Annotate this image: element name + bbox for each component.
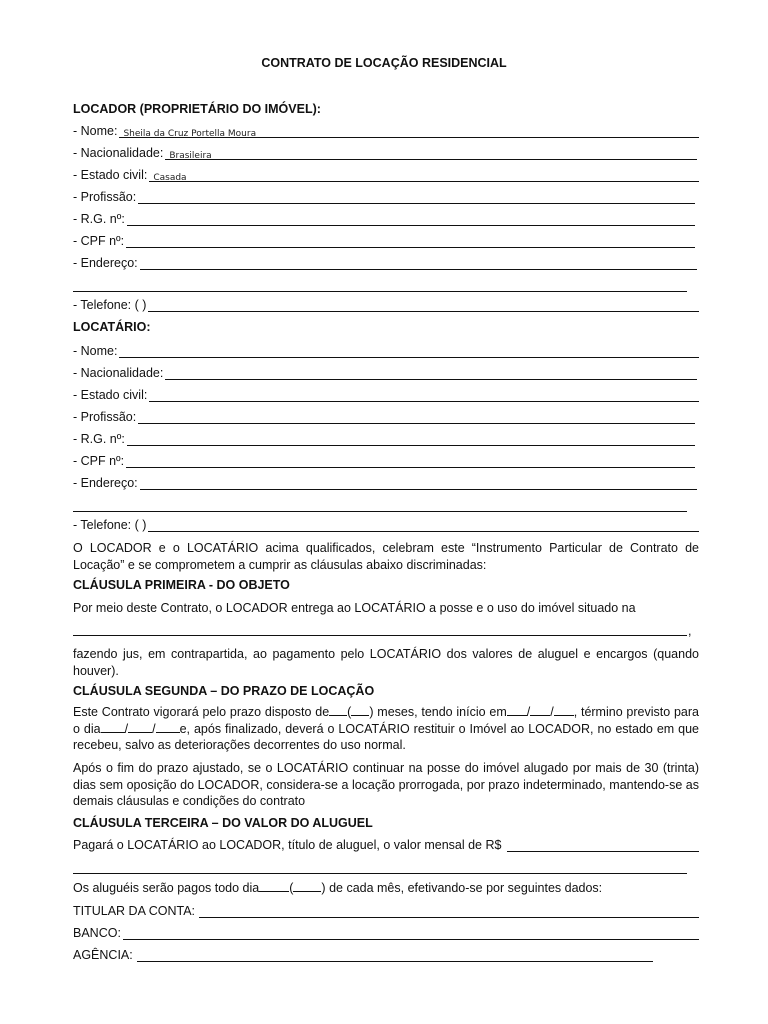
prazo-text-d: e, após finalizado, deverá o LOCATÁRIO restituir o Imóvel ao LOCADOR, no estado em que recebeu, salvo as deteriorações decorrentes do uso normal. — [73, 721, 700, 752]
field-line[interactable] — [165, 367, 697, 380]
locatario-cpf-field[interactable] — [73, 452, 695, 468]
field-line[interactable] — [199, 905, 699, 918]
imovel-address-line[interactable] — [73, 635, 687, 636]
field-label: - CPF nº: — [73, 454, 125, 468]
field-line[interactable] — [140, 257, 697, 270]
field-line[interactable] — [148, 299, 699, 312]
valor-aluguel-field[interactable] — [73, 836, 699, 852]
locador-nacionalidade-field[interactable] — [73, 144, 697, 160]
locatario-endereco-field[interactable] — [73, 474, 697, 490]
field-label: - Nacionalidade: — [73, 366, 164, 380]
clausula-primeira-continuation: fazendo jus, em contrapartida, ao pagamento pelo LOCATÁRIO dos valores de aluguel e encargos (quando houver). — [73, 647, 699, 678]
field-label: - Profissão: — [73, 190, 137, 204]
field-line[interactable] — [127, 433, 695, 446]
termino-mes-input[interactable] — [128, 721, 152, 733]
field-line[interactable] — [165, 147, 697, 160]
field-line[interactable] — [138, 191, 695, 204]
field-label: - Telefone: ( ) — [73, 518, 147, 532]
inicio-mes-input[interactable] — [530, 704, 550, 716]
agencia-field[interactable] — [73, 946, 653, 962]
field-label: TITULAR DA CONTA: — [73, 904, 196, 918]
pagamento-dia-paragraph: Os aluguéis serão pagos todo dia ( ) de cada mês, efetivando-se por seguintes dados: — [73, 881, 603, 895]
field-label: - R.G. nº: — [73, 212, 125, 226]
locador-telefone-field[interactable] — [73, 296, 699, 312]
locatario-nome-field[interactable] — [73, 342, 699, 358]
locador-estado-civil-field[interactable] — [73, 166, 699, 182]
field-label: - R.G. nº: — [73, 432, 125, 446]
field-line[interactable] — [149, 169, 699, 182]
field-line[interactable] — [507, 839, 699, 852]
clausula-segunda-paragraph-2: Após o fim do prazo ajustado, se o LOCATÁRIO continuar na posse do imóvel alugado por mais de 30 (trinta) dias sem oposição do LOCADOR, considera-se a locação prorrogada, por prazo indeterminado, mantendo-se as demais cláusulas e condições do contrato — [73, 761, 699, 808]
field-line[interactable] — [123, 927, 699, 940]
field-label: - Endereço: — [73, 256, 138, 270]
field-line[interactable] — [149, 389, 699, 402]
field-line[interactable] — [148, 519, 699, 532]
locador-cpf-field[interactable] — [73, 232, 695, 248]
intro-paragraph: O LOCADOR e o LOCATÁRIO acima qualificados, celebram este “Instrumento Particular de Contrato de Locação” e se comprometem a cumprir as cláusulas abaixo discriminadas: — [73, 541, 699, 572]
field-label: AGÊNCIA: — [73, 948, 133, 962]
locatario-telefone-field[interactable] — [73, 516, 699, 532]
inicio-dia-input[interactable] — [507, 704, 527, 716]
prazo-text-c: término previsto para o dia — [73, 705, 699, 736]
field-line[interactable] — [137, 949, 653, 962]
field-value: Sheila da Cruz Portella Moura — [123, 129, 257, 139]
locatario-nacionalidade-field[interactable] — [73, 364, 697, 380]
prazo-meses-input[interactable] — [329, 704, 347, 716]
field-line[interactable] — [140, 477, 697, 490]
field-label: - Telefone: ( ) — [73, 298, 147, 312]
locatario-rg-field[interactable] — [73, 430, 695, 446]
clausula-segunda-paragraph-1: Este Contrato vigorará pelo prazo disposto de ( ) meses, tendo início em / / , término previsto para o dia / / e, após finalizado, deverá o LOCATÁRIO restituir o Imóvel ao LOCADOR, no estado em que recebeu, salvo as deteriorações decorrentes do uso normal. — [73, 705, 700, 752]
field-label: BANCO: — [73, 926, 121, 940]
inicio-ano-input[interactable] — [554, 704, 574, 716]
document-title: CONTRATO DE LOCAÇÃO RESIDENCIAL — [261, 56, 507, 70]
locador-endereco-continuation-line[interactable] — [73, 291, 687, 292]
field-label: - Nome: — [73, 344, 118, 358]
field-label: Pagará o LOCATÁRIO ao LOCADOR, título de aluguel, o valor mensal de R$ — [73, 838, 502, 852]
locatario-heading: LOCATÁRIO: — [73, 320, 151, 334]
clausula-segunda-heading: CLÁUSULA SEGUNDA – DO PRAZO DE LOCAÇÃO — [73, 684, 375, 698]
field-line[interactable] — [119, 345, 699, 358]
locatario-estado-civil-field[interactable] — [73, 386, 699, 402]
clausula-primeira-text: Por meio deste Contrato, o LOCADOR entrega ao LOCATÁRIO a posse e o uso do imóvel situado na — [73, 601, 636, 615]
pagamento-text-a: Os aluguéis serão pagos todo dia — [73, 881, 260, 895]
locador-rg-field[interactable] — [73, 210, 695, 226]
termino-dia-input[interactable] — [101, 721, 125, 733]
field-line[interactable] — [119, 125, 699, 138]
field-value: Brasileira — [169, 151, 212, 161]
prazo-text-b: meses, tendo início em — [377, 705, 507, 719]
termino-ano-input[interactable] — [156, 721, 180, 733]
banco-field[interactable] — [73, 924, 699, 940]
field-label: - CPF nº: — [73, 234, 125, 248]
locador-nome-field[interactable] — [73, 122, 699, 138]
field-label: - Endereço: — [73, 476, 138, 490]
valor-extenso-line[interactable] — [73, 873, 687, 874]
field-label: - Nome: — [73, 124, 118, 138]
field-line[interactable] — [127, 213, 695, 226]
locador-profissao-field[interactable] — [73, 188, 695, 204]
field-label: - Estado civil: — [73, 168, 148, 182]
prazo-meses-extenso-input[interactable] — [351, 704, 369, 716]
prazo-text-a: Este Contrato vigorará pelo prazo disposto de — [73, 705, 330, 719]
pagamento-dia-extenso-input[interactable] — [293, 880, 321, 892]
field-line[interactable] — [126, 235, 695, 248]
field-line[interactable] — [126, 455, 695, 468]
locador-heading: LOCADOR (PROPRIETÁRIO DO IMÓVEL): — [73, 102, 321, 116]
field-label: - Estado civil: — [73, 388, 148, 402]
field-label: - Nacionalidade: — [73, 146, 164, 160]
locatario-endereco-continuation-line[interactable] — [73, 511, 687, 512]
pagamento-dia-input[interactable] — [259, 880, 289, 892]
pagamento-text-b: de cada mês, efetivando-se por seguintes dados: — [329, 881, 603, 895]
comma-mark: , — [688, 624, 692, 638]
clausula-primeira-heading: CLÁUSULA PRIMEIRA - DO OBJETO — [73, 578, 290, 592]
titular-conta-field[interactable] — [73, 902, 699, 918]
locador-endereco-field[interactable] — [73, 254, 697, 270]
clausula-terceira-heading: CLÁUSULA TERCEIRA – DO VALOR DO ALUGUEL — [73, 816, 373, 830]
locatario-profissao-field[interactable] — [73, 408, 695, 424]
field-line[interactable] — [138, 411, 695, 424]
field-label: - Profissão: — [73, 410, 137, 424]
field-value: Casada — [153, 173, 187, 183]
